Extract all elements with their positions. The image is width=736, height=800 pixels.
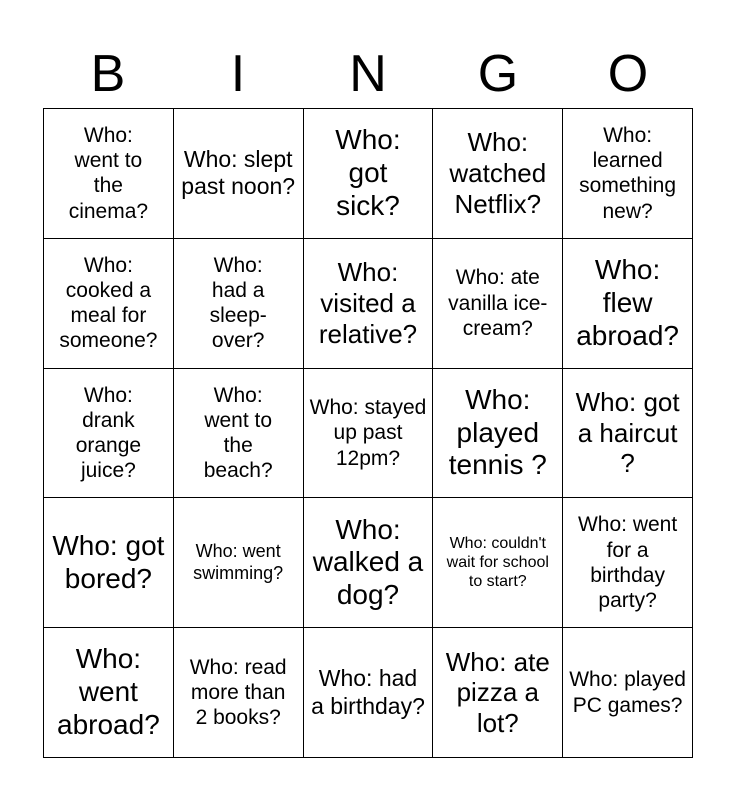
bingo-cell-2-5[interactable] [563, 239, 693, 369]
cell-text: Who: couldn't wait for school to start? [446, 535, 549, 591]
cell-text: Who: had a birthday? [311, 665, 425, 719]
cell-text: Who: ate vanilla ice-cream? [448, 266, 548, 340]
cell-text: Who: got sick? [335, 124, 401, 221]
header-letter-o: O [607, 45, 649, 103]
bingo-cell-5-5[interactable] [563, 628, 693, 758]
bingo-cell-1-4[interactable] [433, 109, 563, 239]
bingo-cell-3-3[interactable] [304, 369, 434, 499]
cell-text: Who: went swimming? [193, 541, 284, 583]
cell-text: Who: stayed up past 12pm? [309, 396, 427, 470]
cell-text: Who: ate pizza a lot? [445, 646, 550, 738]
bingo-cell-5-4[interactable] [433, 628, 563, 758]
cell-text: Who: went to the beach? [203, 383, 273, 483]
bingo-cell-4-1[interactable] [44, 498, 174, 628]
bingo-cell-1-2[interactable] [174, 109, 304, 239]
header-letter-i: I [230, 45, 246, 103]
cell-text: Who: got a haircut ? [575, 386, 680, 479]
cell-text: Who: watched Netflix? [449, 127, 547, 219]
bingo-cell-2-1[interactable] [44, 239, 174, 369]
cell-text: Who: read more than 2 books? [189, 655, 287, 730]
cell-text: Who: had a sleep-over? [209, 253, 267, 353]
bingo-cell-4-5[interactable] [563, 498, 693, 628]
bingo-header [43, 40, 693, 108]
bingo-cell-4-4[interactable] [433, 498, 563, 628]
bingo-cell-3-5[interactable] [563, 369, 693, 499]
cell-text: Who: visited a relative? [318, 257, 418, 349]
cell-text: Who: got bored? [52, 530, 165, 594]
cell-text: Who: slept past noon? [181, 145, 296, 200]
cell-text: Who: went to the cinema? [68, 124, 149, 223]
cell-text: Who: cooked a meal for someone? [59, 253, 158, 353]
cell-text: Who: walked a dog? [312, 513, 424, 611]
bingo-cell-1-1[interactable] [44, 109, 174, 239]
cell-text: Who: drank orange juice? [75, 383, 142, 483]
bingo-cell-1-3[interactable] [304, 109, 434, 239]
header-letter-n: N [349, 45, 387, 103]
bingo-cell-2-3[interactable] [304, 239, 434, 369]
bingo-cell-4-2[interactable] [174, 498, 304, 628]
bingo-cell-3-1[interactable] [44, 369, 174, 499]
bingo-cell-2-2[interactable] [174, 239, 304, 369]
bingo-cell-2-4[interactable] [433, 239, 563, 369]
bingo-cell-4-3[interactable] [304, 498, 434, 628]
cell-text: Who: played PC games? [569, 668, 686, 717]
cell-text: Who: flew abroad? [576, 254, 679, 351]
cell-text: Who: went abroad? [57, 643, 160, 740]
cell-text: Who: went for a birthday party? [577, 513, 678, 612]
bingo-cell-3-2[interactable] [174, 369, 304, 499]
bingo-cell-5-1[interactable] [44, 628, 174, 758]
header-letter-g: G [477, 45, 519, 103]
header-letter-b: B [90, 45, 126, 103]
cell-text: Who: played tennis ? [448, 383, 547, 481]
bingo-cell-1-5[interactable] [563, 109, 693, 239]
cell-text: Who: learned something new? [579, 124, 677, 223]
bingo-card [43, 108, 693, 758]
bingo-cell-5-3[interactable] [304, 628, 434, 758]
bingo-cell-5-2[interactable] [174, 628, 304, 758]
bingo-cell-3-4[interactable] [433, 369, 563, 499]
